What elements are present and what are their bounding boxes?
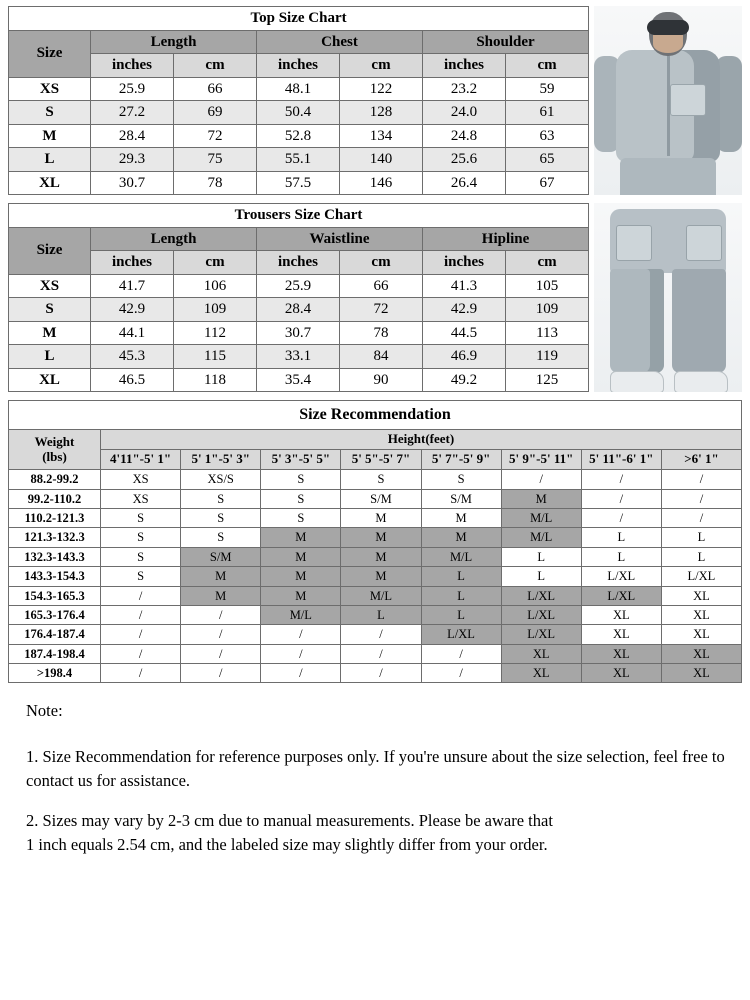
top-chart-cell: 23.2 xyxy=(423,77,506,101)
top-chart-cell: 29.3 xyxy=(91,148,174,172)
rec-cell: S xyxy=(181,509,261,528)
table-row xyxy=(9,77,589,101)
top-chart-group-length: Length xyxy=(91,30,257,54)
table-row xyxy=(9,625,742,644)
rec-cell: XS xyxy=(101,489,181,508)
rec-cell: M/L xyxy=(341,586,421,605)
table-row xyxy=(9,528,742,547)
top-chart-row-size: L xyxy=(9,148,91,172)
height-col-5: 5' 9"-5' 11" xyxy=(501,450,581,470)
rec-cell: L/XL xyxy=(501,605,581,624)
top-chart-group-shoulder: Shoulder xyxy=(423,30,589,54)
rec-cell: S xyxy=(261,489,341,508)
rec-cell: L xyxy=(581,528,661,547)
trousers-illustration xyxy=(594,203,742,392)
top-size-chart-table xyxy=(8,6,589,195)
jacket-product-image xyxy=(594,6,742,195)
trousers-chart-cell: 41.7 xyxy=(91,274,174,298)
trousers-chart-cell: 106 xyxy=(174,274,257,298)
table-row xyxy=(9,509,742,528)
rec-cell: / xyxy=(261,664,341,683)
trousers-chart-row-size: XL xyxy=(9,368,91,392)
trousers-chart-row-size: S xyxy=(9,298,91,322)
top-chart-cell: 25.9 xyxy=(91,77,174,101)
rec-cell: M/L xyxy=(501,509,581,528)
rec-cell: S xyxy=(181,528,261,547)
top-chart-title: Top Size Chart xyxy=(9,7,589,31)
rec-cell: L xyxy=(421,567,501,586)
table-row xyxy=(9,274,589,298)
top-chart-cell: 69 xyxy=(174,101,257,125)
rec-cell: L xyxy=(581,547,661,566)
rec-cell: S xyxy=(261,509,341,528)
weight-header-line1: Weight xyxy=(34,433,75,449)
top-chart-cell: 66 xyxy=(174,77,257,101)
jacket-chest-pocket xyxy=(670,84,706,116)
rec-cell: / xyxy=(421,644,501,663)
trousers-chart-cell: 35.4 xyxy=(257,368,340,392)
rec-cell: XL xyxy=(581,605,661,624)
trousers-chart-row-size: XS xyxy=(9,274,91,298)
rec-cell: L xyxy=(421,586,501,605)
table-row xyxy=(9,101,589,125)
top-chart-cell: 122 xyxy=(340,77,423,101)
rec-cell: M xyxy=(261,547,341,566)
rec-cell: / xyxy=(581,509,661,528)
rec-cell: / xyxy=(341,644,421,663)
right-shoe xyxy=(674,371,728,392)
top-chart-cell: 78 xyxy=(174,171,257,195)
rec-cell: S xyxy=(341,470,421,489)
table-row xyxy=(9,321,589,345)
trousers-chart-cell: 112 xyxy=(174,321,257,345)
trousers-chart-block xyxy=(8,203,742,392)
trousers-chart-cell: 78 xyxy=(340,321,423,345)
rec-cell: S xyxy=(101,567,181,586)
trousers-chart-cell: 72 xyxy=(340,298,423,322)
note-item-2 xyxy=(26,809,738,857)
rec-cell: M xyxy=(341,567,421,586)
top-chart-cell: 67 xyxy=(506,171,589,195)
top-chart-cell: 72 xyxy=(174,124,257,148)
trousers-chart-row-size: L xyxy=(9,345,91,369)
table-row xyxy=(9,605,742,624)
table-row xyxy=(9,171,589,195)
trousers-chart-cell: 119 xyxy=(506,345,589,369)
rec-cell: / xyxy=(661,489,741,508)
rec-cell: / xyxy=(101,605,181,624)
rec-cell: / xyxy=(181,664,261,683)
rec-cell: L xyxy=(501,547,581,566)
table-row xyxy=(9,470,742,489)
top-chart-cell: 128 xyxy=(340,101,423,125)
weight-header xyxy=(9,430,101,470)
trousers-chart-cell: 84 xyxy=(340,345,423,369)
rec-cell: S xyxy=(101,509,181,528)
rec-cell: M/L xyxy=(421,547,501,566)
trousers-chart-row-size: M xyxy=(9,321,91,345)
weight-header-line2: (lbs) xyxy=(42,448,67,464)
rec-cell: / xyxy=(581,470,661,489)
rec-cell: L/XL xyxy=(501,625,581,644)
trousers-chart-unit-2: inches xyxy=(257,251,340,275)
rec-cell: / xyxy=(341,625,421,644)
height-col-2: 5' 3"-5' 5" xyxy=(261,450,341,470)
rec-cell: / xyxy=(101,586,181,605)
rec-cell: / xyxy=(341,664,421,683)
trousers-chart-cell: 109 xyxy=(174,298,257,322)
rec-cell: / xyxy=(661,509,741,528)
recommendation-title: Size Recommendation xyxy=(9,401,742,430)
rec-cell: S xyxy=(261,470,341,489)
rec-cell: XL xyxy=(661,625,741,644)
table-title-row xyxy=(9,204,589,228)
top-chart-cell: 24.0 xyxy=(423,101,506,125)
rec-cell: L/XL xyxy=(661,567,741,586)
ski-goggles-icon xyxy=(647,20,689,35)
trousers-right-leg xyxy=(672,269,726,373)
left-shoe xyxy=(610,371,664,392)
table-row xyxy=(9,298,589,322)
top-chart-cell: 140 xyxy=(340,148,423,172)
trousers-chart-group-length: Length xyxy=(91,227,257,251)
rec-cell: / xyxy=(101,625,181,644)
trousers-chart-cell: 105 xyxy=(506,274,589,298)
height-col-1: 5' 1"-5' 3" xyxy=(181,450,261,470)
top-chart-cell: 26.4 xyxy=(423,171,506,195)
top-chart-unit-4: inches xyxy=(423,54,506,78)
rec-cell: S/M xyxy=(181,547,261,566)
trousers-chart-cell: 115 xyxy=(174,345,257,369)
weight-range: 121.3-132.3 xyxy=(9,528,101,547)
weight-range: 99.2-110.2 xyxy=(9,489,101,508)
rec-cell: / xyxy=(581,489,661,508)
trousers-chart-unit-5: cm xyxy=(506,251,589,275)
rec-cell: M/L xyxy=(261,605,341,624)
trousers-chart-cell: 45.3 xyxy=(91,345,174,369)
top-chart-cell: 75 xyxy=(174,148,257,172)
top-chart-cell: 28.4 xyxy=(91,124,174,148)
rec-cell: M xyxy=(421,509,501,528)
top-chart-unit-2: inches xyxy=(257,54,340,78)
height-col-3: 5' 5"-5' 7" xyxy=(341,450,421,470)
weight-range: 187.4-198.4 xyxy=(9,644,101,663)
rec-cell: XL xyxy=(501,664,581,683)
trousers-chart-cell: 25.9 xyxy=(257,274,340,298)
trousers-chart-unit-3: cm xyxy=(340,251,423,275)
rec-cell: L/XL xyxy=(421,625,501,644)
table-title-row xyxy=(9,401,742,430)
trousers-chart-size-header: Size xyxy=(9,227,91,274)
trousers-chart-unit-4: inches xyxy=(423,251,506,275)
rec-cell: L xyxy=(661,547,741,566)
jacket-illustration xyxy=(594,6,742,195)
table-units-row xyxy=(9,251,589,275)
rec-cell: L/XL xyxy=(501,586,581,605)
trousers-chart-cell: 42.9 xyxy=(91,298,174,322)
table-row xyxy=(9,368,589,392)
trousers-chart-cell: 66 xyxy=(340,274,423,298)
height-header: Height(feet) xyxy=(101,430,742,450)
rec-cell: M xyxy=(501,489,581,508)
top-chart-cell: 52.8 xyxy=(257,124,340,148)
top-chart-unit-0: inches xyxy=(91,54,174,78)
rec-cell: / xyxy=(181,625,261,644)
rec-cell: M/L xyxy=(501,528,581,547)
trousers-chart-title: Trousers Size Chart xyxy=(9,204,589,228)
trousers-product-image xyxy=(594,203,742,392)
rec-cell: S xyxy=(101,547,181,566)
top-chart-cell: 146 xyxy=(340,171,423,195)
table-row xyxy=(9,345,589,369)
rec-cell: L xyxy=(661,528,741,547)
rec-cell: / xyxy=(261,625,341,644)
table-row xyxy=(9,567,742,586)
top-chart-cell: 57.5 xyxy=(257,171,340,195)
rec-cell: S/M xyxy=(421,489,501,508)
rec-cell: M xyxy=(261,586,341,605)
top-chart-cell: 48.1 xyxy=(257,77,340,101)
table-row xyxy=(9,148,589,172)
notes-heading: Note: xyxy=(26,701,63,721)
rec-cell: XL xyxy=(581,644,661,663)
rec-cell: S/M xyxy=(341,489,421,508)
trousers-chart-cell: 118 xyxy=(174,368,257,392)
rec-cell: M xyxy=(261,528,341,547)
weight-range: 154.3-165.3 xyxy=(9,586,101,605)
rec-cell: / xyxy=(101,644,181,663)
trousers-size-chart-table xyxy=(8,203,589,392)
rec-cell: XL xyxy=(661,664,741,683)
weight-range: 165.3-176.4 xyxy=(9,605,101,624)
rec-cell: M xyxy=(181,567,261,586)
table-title-row xyxy=(9,7,589,31)
top-chart-unit-5: cm xyxy=(506,54,589,78)
table-header-row xyxy=(9,430,742,450)
table-row xyxy=(9,547,742,566)
trousers-chart-cell: 33.1 xyxy=(257,345,340,369)
weight-range: 143.3-154.3 xyxy=(9,567,101,586)
weight-range: 88.2-99.2 xyxy=(9,470,101,489)
top-chart-cell: 59 xyxy=(506,77,589,101)
top-chart-cell: 50.4 xyxy=(257,101,340,125)
trousers-chart-cell: 41.3 xyxy=(423,274,506,298)
table-header-row xyxy=(9,30,589,54)
model-face xyxy=(653,35,683,53)
note-item-1: 1. Size Recommendation for reference purposes only. If you're unsure about the size selection, feel free to contact us for assistance. xyxy=(26,747,725,791)
trousers-chart-cell: 44.5 xyxy=(423,321,506,345)
trousers-chart-cell: 30.7 xyxy=(257,321,340,345)
rec-cell: XL xyxy=(501,644,581,663)
top-chart-row-size: XS xyxy=(9,77,91,101)
top-chart-cell: 25.6 xyxy=(423,148,506,172)
notes-section xyxy=(26,699,738,857)
rec-cell: XL xyxy=(661,586,741,605)
trousers-chart-group-waistline: Waistline xyxy=(257,227,423,251)
top-chart-block xyxy=(8,6,742,195)
size-recommendation-table xyxy=(8,400,742,683)
top-chart-cell: 27.2 xyxy=(91,101,174,125)
table-row xyxy=(9,124,589,148)
rec-cell: XL xyxy=(581,664,661,683)
rec-cell: M xyxy=(181,586,261,605)
note-item-2-line1: 2. Sizes may vary by 2-3 cm due to manual measurements. Please be aware that xyxy=(26,811,553,831)
trousers-left-leg xyxy=(610,269,664,373)
rec-cell: / xyxy=(101,664,181,683)
rec-cell: / xyxy=(501,470,581,489)
trousers-chart-cell: 46.9 xyxy=(423,345,506,369)
rec-cell: XL xyxy=(581,625,661,644)
rec-cell: S xyxy=(101,528,181,547)
rec-cell: M xyxy=(261,567,341,586)
rec-cell: / xyxy=(261,644,341,663)
table-row xyxy=(9,644,742,663)
trousers-chart-cell: 109 xyxy=(506,298,589,322)
rec-cell: L xyxy=(341,605,421,624)
table-subheader-row xyxy=(9,450,742,470)
top-chart-table-wrap xyxy=(8,6,588,195)
rec-cell: XL xyxy=(661,644,741,663)
top-chart-size-header: Size xyxy=(9,30,91,77)
table-header-row xyxy=(9,227,589,251)
top-chart-cell: 61 xyxy=(506,101,589,125)
table-row xyxy=(9,586,742,605)
trousers-left-pocket xyxy=(616,225,652,261)
trousers-chart-cell: 125 xyxy=(506,368,589,392)
height-col-7: >6' 1" xyxy=(661,450,741,470)
rec-cell: L xyxy=(421,605,501,624)
top-chart-cell: 134 xyxy=(340,124,423,148)
rec-cell: / xyxy=(421,664,501,683)
rec-cell: M xyxy=(341,509,421,528)
rec-cell: / xyxy=(181,644,261,663)
rec-cell: M xyxy=(341,547,421,566)
table-row xyxy=(9,489,742,508)
trousers-right-pocket xyxy=(686,225,722,261)
trousers-chart-unit-1: cm xyxy=(174,251,257,275)
table-units-row xyxy=(9,54,589,78)
rec-cell: M xyxy=(341,528,421,547)
top-chart-row-size: M xyxy=(9,124,91,148)
top-chart-group-chest: Chest xyxy=(257,30,423,54)
height-col-4: 5' 7"-5' 9" xyxy=(421,450,501,470)
rec-cell: L/XL xyxy=(581,586,661,605)
trousers-chart-cell: 42.9 xyxy=(423,298,506,322)
height-col-0: 4'11"-5' 1" xyxy=(101,450,181,470)
trousers-chart-cell: 28.4 xyxy=(257,298,340,322)
table-row xyxy=(9,664,742,683)
top-chart-row-size: S xyxy=(9,101,91,125)
top-chart-cell: 63 xyxy=(506,124,589,148)
weight-range: >198.4 xyxy=(9,664,101,683)
rec-cell: XL xyxy=(661,605,741,624)
model-legs xyxy=(620,158,716,195)
rec-cell: S xyxy=(421,470,501,489)
trousers-chart-cell: 90 xyxy=(340,368,423,392)
weight-range: 176.4-187.4 xyxy=(9,625,101,644)
top-chart-unit-1: cm xyxy=(174,54,257,78)
rec-cell: M xyxy=(421,528,501,547)
top-chart-cell: 65 xyxy=(506,148,589,172)
top-chart-cell: 55.1 xyxy=(257,148,340,172)
rec-cell: / xyxy=(661,470,741,489)
top-chart-cell: 30.7 xyxy=(91,171,174,195)
rec-cell: L/XL xyxy=(581,567,661,586)
trousers-chart-cell: 49.2 xyxy=(423,368,506,392)
rec-cell: XS xyxy=(101,470,181,489)
rec-cell: S xyxy=(181,489,261,508)
top-chart-row-size: XL xyxy=(9,171,91,195)
trousers-chart-cell: 46.5 xyxy=(91,368,174,392)
top-chart-unit-3: cm xyxy=(340,54,423,78)
trousers-chart-group-hipline: Hipline xyxy=(423,227,589,251)
rec-cell: L xyxy=(501,567,581,586)
weight-range: 110.2-121.3 xyxy=(9,509,101,528)
trousers-chart-table-wrap xyxy=(8,203,588,392)
top-chart-cell: 24.8 xyxy=(423,124,506,148)
trousers-chart-unit-0: inches xyxy=(91,251,174,275)
weight-range: 132.3-143.3 xyxy=(9,547,101,566)
trousers-chart-cell: 44.1 xyxy=(91,321,174,345)
rec-cell: XS/S xyxy=(181,470,261,489)
note-item-2-line2: 1 inch equals 2.54 cm, and the labeled size may slightly differ from your order. xyxy=(26,835,548,855)
rec-cell: / xyxy=(181,605,261,624)
height-col-6: 5' 11"-6' 1" xyxy=(581,450,661,470)
trousers-chart-cell: 113 xyxy=(506,321,589,345)
